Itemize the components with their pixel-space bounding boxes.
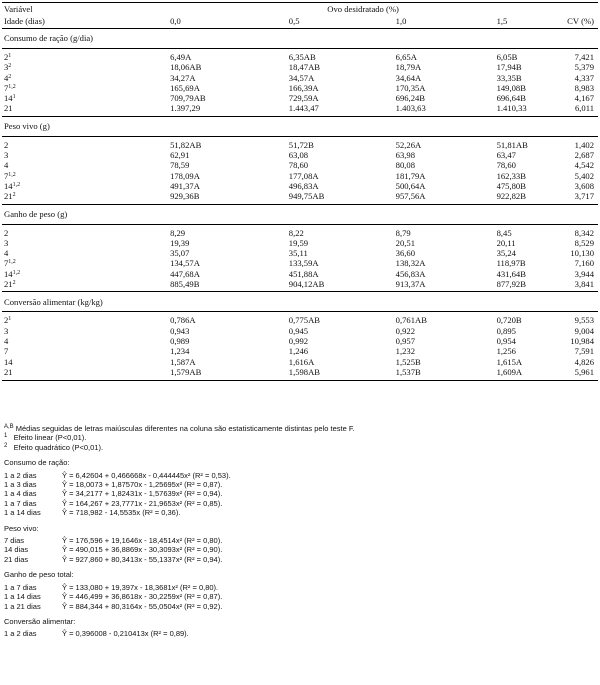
value-cell: 19,59 [288, 237, 309, 248]
cv-cell: 3,608 [574, 180, 594, 191]
value-cell: 78,60 [288, 160, 309, 171]
value-cell: 170,35A [395, 82, 426, 93]
value-cell: 118,97B [496, 258, 526, 269]
age-cell: $4^2$ [4, 72, 12, 83]
value-cell: 36,60 [395, 248, 415, 259]
footnote-1: $^1$ Efeito linear (P<0,01). [4, 433, 87, 443]
variable-header: Variável [2, 3, 170, 16]
value-cell: 78,60 [496, 160, 516, 171]
equation-text: Ŷ = 490,015 + 36,8869x - 30,3093x² (R² = 0,90). [62, 545, 223, 555]
value-cell: 35,11 [288, 248, 308, 259]
equation-text: Ŷ = 718,982 - 14,5535x (R² = 0,36). [62, 508, 181, 518]
col-header-1: 0,5 [289, 15, 396, 29]
equation-text: Ŷ = 6,42604 + 0,466668x - 0,444445x² (R² = 0,53). [62, 470, 231, 480]
table-row [2, 83, 598, 93]
cv-cell: 9,004 [574, 325, 594, 336]
value-cell: 1,246 [288, 346, 309, 357]
equation-period: 14 dias [4, 545, 29, 555]
value-cell: 1,615A [496, 356, 523, 367]
age-cell: 3 [4, 150, 9, 161]
value-cell: 1,616A [288, 356, 315, 367]
results-table [2, 2, 598, 381]
table-header-row-1 [2, 3, 598, 16]
cv-cell: 8,342 [574, 227, 594, 238]
age-cell: 4 [4, 160, 9, 171]
value-cell: 496,83A [288, 180, 319, 191]
table-row [2, 62, 598, 72]
table-row [2, 150, 598, 160]
value-cell: 149,08B [496, 82, 526, 93]
value-cell: 0,761AB [395, 315, 427, 326]
value-cell: 177,08A [288, 170, 319, 181]
value-cell: 0,954 [496, 335, 516, 346]
cv-cell: 5,402 [574, 170, 594, 181]
cv-cell: 8,529 [574, 237, 594, 248]
equation-period: 7 dias [4, 536, 25, 546]
table-row [2, 191, 598, 201]
cv-cell: 9,553 [574, 315, 594, 326]
value-cell: 885,49B [170, 279, 200, 290]
value-cell: 0,943 [170, 325, 190, 336]
cv-cell: 4,167 [574, 93, 594, 104]
value-cell: 696,64B [496, 93, 526, 104]
value-cell: 62,91 [170, 150, 190, 161]
equation-line [4, 480, 594, 489]
equation-text: Ŷ = 927,860 + 80,3413x - 55,1337x² (R² = 0,94). [62, 554, 223, 564]
table-row [2, 238, 598, 248]
value-cell: 63,98 [395, 150, 415, 161]
equation-text: Ŷ = 176,596 + 19,1646x - 18,4514x² (R² = 0,80). [62, 536, 223, 546]
age-cell: 7 [4, 346, 9, 357]
equation-line [4, 508, 594, 517]
table-row [2, 326, 598, 336]
section-header [2, 292, 598, 312]
age-cell: $21^2$ [4, 191, 16, 202]
value-cell: 6,65A [395, 52, 417, 62]
equation-line [4, 471, 594, 480]
cv-header: CV (%) [556, 15, 598, 29]
value-cell: 1,579AB [170, 366, 202, 377]
value-cell: 1,234 [170, 346, 190, 357]
table-row [2, 315, 598, 325]
value-cell: 178,09A [170, 170, 200, 181]
cv-cell: 3,841 [574, 279, 594, 290]
equation-line [4, 602, 594, 611]
value-cell: 1,587A [170, 356, 196, 367]
age-cell: 7$^{1,2}$ [4, 82, 16, 93]
cv-cell: 7,160 [574, 258, 594, 269]
section-header [2, 204, 598, 224]
value-cell: 1,525B [395, 356, 421, 367]
age-cell: 7$^{1,2}$ [4, 258, 16, 269]
equation-line [4, 489, 594, 498]
age-cell: 7$^{1,2}$ [4, 170, 16, 181]
equation-text: Ŷ = 164,267 + 23,7771x - 21,9653x² (R² = 0,85). [62, 498, 223, 508]
value-cell: 696,24B [395, 93, 426, 104]
cv-cell: 4,337 [574, 72, 594, 83]
value-cell: 1,232 [395, 346, 415, 357]
value-cell: 19,39 [170, 237, 190, 248]
age-cell: 3 [4, 237, 9, 248]
age-cell: 2 [4, 139, 9, 150]
value-cell: 1,609A [496, 366, 523, 377]
equation-period: 1 a 2 dias [4, 470, 37, 480]
equation-line [4, 555, 594, 564]
value-cell: 35,07 [170, 248, 190, 259]
table-row [2, 346, 598, 356]
value-cell: 475,80B [496, 180, 526, 191]
value-cell: 63,08 [288, 150, 309, 161]
value-cell: 0,945 [288, 325, 309, 336]
value-cell: 929,36B [170, 191, 200, 202]
value-cell: 451,88A [288, 268, 319, 279]
value-cell: 922,82B [496, 191, 526, 202]
age-cell: $14^1$ [4, 93, 16, 104]
value-cell: 8,79 [395, 227, 411, 238]
footnote-ab: $^{A,B}$ Médias seguidas de letras maiúsculas diferentes na coluna são estatisticamente distintas pelo teste F. [4, 424, 355, 433]
equation-line [4, 499, 594, 508]
age-header: Idade (dias) [2, 15, 170, 29]
equation-period: 21 dias [4, 554, 29, 564]
equation-period: 1 a 4 dias [4, 489, 37, 499]
table-row [2, 160, 598, 170]
table-row [2, 357, 598, 367]
value-cell: 166,39A [288, 82, 319, 93]
table-row [2, 103, 598, 113]
equation-line [4, 592, 594, 601]
age-cell: 3 [4, 325, 9, 336]
table-row [2, 279, 598, 289]
value-cell: 0,992 [288, 335, 309, 346]
value-cell: 0,922 [395, 325, 415, 336]
value-cell: 1,537B [395, 366, 421, 377]
value-cell: 456,83A [395, 268, 426, 279]
cv-cell: 3,944 [574, 268, 594, 279]
value-cell: 18,79A [395, 62, 422, 73]
cv-cell: 7,421 [574, 52, 594, 62]
notes-block [4, 424, 594, 639]
value-cell: 877,92B [496, 279, 526, 290]
cv-cell: 5,379 [574, 62, 594, 73]
value-cell: 78,59 [170, 160, 190, 171]
value-cell: 8,45 [496, 227, 512, 238]
equation-period: 1 a 14 dias [4, 508, 41, 518]
regression-equations [4, 458, 594, 639]
value-cell: 1.410,33 [496, 103, 527, 114]
value-cell: 133,59A [288, 258, 319, 269]
section-title: Consumo de ração (g/dia) [2, 29, 598, 49]
section-title: Conversão alimentar (kg/kg) [2, 292, 598, 312]
value-cell: 33,35B [496, 72, 522, 83]
equation-line [4, 629, 594, 638]
cv-cell: 2,687 [574, 150, 594, 161]
cv-cell: 5,961 [574, 366, 594, 377]
table-row [2, 52, 598, 62]
equation-line [4, 545, 594, 554]
equation-line [4, 536, 594, 545]
table-row [2, 181, 598, 191]
footnote-2: $^2$ Efeito quadrático (P<0,01). [4, 442, 104, 452]
value-cell: 134,57A [170, 258, 200, 269]
value-cell: 0,957 [395, 335, 415, 346]
cv-cell: 1,402 [574, 139, 594, 150]
table-row [2, 171, 598, 181]
section-header [2, 29, 598, 49]
table-row [2, 269, 598, 279]
value-cell: 6,35AB [288, 52, 316, 62]
value-cell: 6,05B [496, 52, 518, 62]
value-cell: 957,56A [395, 191, 426, 202]
table-row [2, 73, 598, 83]
col-header-3: 1,5 [497, 15, 557, 29]
value-cell: 1,256 [496, 346, 516, 357]
value-cell: 165,69A [170, 82, 200, 93]
equation-text: Ŷ = 446,499 + 36,8618x - 30,2259x² (R² = 0,87). [62, 592, 223, 602]
age-cell: $2^1$ [4, 315, 12, 326]
value-cell: 0,775AB [288, 315, 321, 326]
cv-cell: 10,130 [570, 248, 594, 259]
value-cell: 138,32A [395, 258, 426, 269]
value-cell: 447,68A [170, 268, 200, 279]
value-cell: 913,37A [395, 279, 426, 290]
age-cell: 21 [4, 103, 13, 114]
value-cell: 500,64A [395, 180, 426, 191]
value-cell: 0,786A [170, 315, 196, 326]
section-title: Peso vivo (g) [2, 116, 598, 136]
value-cell: 34,57A [288, 72, 315, 83]
equation-text: Ŷ = 18,0073 + 1,87570x - 1,25695x² (R² = 0,87). [62, 480, 223, 490]
value-cell: 63,47 [496, 150, 516, 161]
equation-text: Ŷ = 133,080 + 19,397x - 18,3681x² (R² = 0,80). [62, 582, 219, 592]
equation-period: 1 a 7 dias [4, 582, 37, 592]
age-cell: 4 [4, 335, 9, 346]
section-title: Ganho de peso (g) [2, 204, 598, 224]
value-cell: 51,72B [288, 139, 314, 150]
cv-cell: 8,983 [574, 82, 594, 93]
value-cell: 709,79AB [170, 93, 206, 104]
dose-group-header: Ovo desidratado (%) [170, 3, 556, 16]
age-cell: $21^2$ [4, 279, 16, 290]
equation-text: Ŷ = 34,2177 + 1,82431x - 1,57639x² (R² = 0,94). [62, 489, 223, 499]
age-cell: 14$^{1,2}$ [4, 268, 21, 279]
equation-group-label: Consumo de ração: [4, 458, 70, 468]
value-cell: 0,895 [496, 325, 516, 336]
age-cell: 14 [4, 356, 13, 367]
age-cell: 21 [4, 366, 13, 377]
value-cell: 1.443,47 [288, 103, 319, 114]
value-cell: 51,82AB [170, 139, 202, 150]
age-cell: 14$^{1,2}$ [4, 180, 21, 191]
equation-period: 1 a 2 dias [4, 629, 37, 639]
value-cell: 34,27A [170, 72, 196, 83]
cv-cell: 3,717 [574, 191, 594, 202]
cv-cell: 6,011 [574, 103, 594, 114]
value-cell: 1.403,63 [395, 103, 426, 114]
equation-text: Ŷ = 884,344 + 80,3164x - 55,0504x² (R² = 0,92). [62, 601, 223, 611]
value-cell: 181,79A [395, 170, 426, 181]
value-cell: 52,26A [395, 139, 422, 150]
value-cell: 8,29 [170, 227, 186, 238]
value-cell: 20,11 [496, 237, 516, 248]
equation-period: 1 a 7 dias [4, 498, 37, 508]
cv-cell: 4,826 [574, 356, 594, 367]
value-cell: 162,33B [496, 170, 526, 181]
value-cell: 35,24 [496, 248, 516, 259]
age-cell: 2 [4, 227, 9, 238]
value-cell: 20,51 [395, 237, 415, 248]
equation-period: 1 a 14 dias [4, 592, 41, 602]
table-row [2, 140, 598, 150]
equation-text: Ŷ = 0,396008 - 0,210413x (R² = 0,89). [62, 629, 189, 639]
value-cell: 1.397,29 [170, 103, 201, 114]
equation-period: 1 a 3 dias [4, 480, 37, 490]
equation-group-label: Ganho de peso total: [4, 570, 74, 580]
table-row [2, 228, 598, 238]
equation-line [4, 583, 594, 592]
table-row [2, 258, 598, 268]
value-cell: 0,989 [170, 335, 190, 346]
value-cell: 949,75AB [288, 191, 325, 202]
cv-cell: 10,984 [570, 335, 594, 346]
cv-cell: 4,542 [574, 160, 594, 171]
table-row [2, 93, 598, 103]
age-cell: $3^2$ [4, 62, 12, 73]
value-cell: 17,94B [496, 62, 522, 73]
equation-period: 1 a 21 dias [4, 601, 41, 611]
value-cell: 904,12AB [288, 279, 325, 290]
table-row [2, 367, 598, 377]
value-cell: 1,598AB [288, 366, 321, 377]
value-cell: 18,06AB [170, 62, 202, 73]
section-header [2, 116, 598, 136]
value-cell: 6,49A [170, 52, 192, 62]
value-cell: 18,47AB [288, 62, 321, 73]
cv-cell: 7,591 [574, 346, 594, 357]
col-header-0: 0,0 [170, 15, 289, 29]
equation-group-label: Conversão alimentar: [4, 616, 76, 626]
age-cell: 4 [4, 248, 9, 259]
col-header-2: 1,0 [396, 15, 497, 29]
value-cell: 34,64A [395, 72, 422, 83]
value-cell: 80,08 [395, 160, 415, 171]
value-cell: 729,59A [288, 93, 319, 104]
value-cell: 491,37A [170, 180, 200, 191]
value-cell: 0,720B [496, 315, 522, 326]
age-cell: $2^1$ [4, 52, 12, 62]
table-header-row-2 [2, 15, 598, 29]
value-cell: 51,81AB [496, 139, 528, 150]
value-cell: 8,22 [288, 227, 304, 238]
table-row [2, 336, 598, 346]
value-cell: 431,64B [496, 268, 526, 279]
table-row [2, 248, 598, 258]
equation-group-label: Peso vivo: [4, 523, 39, 533]
